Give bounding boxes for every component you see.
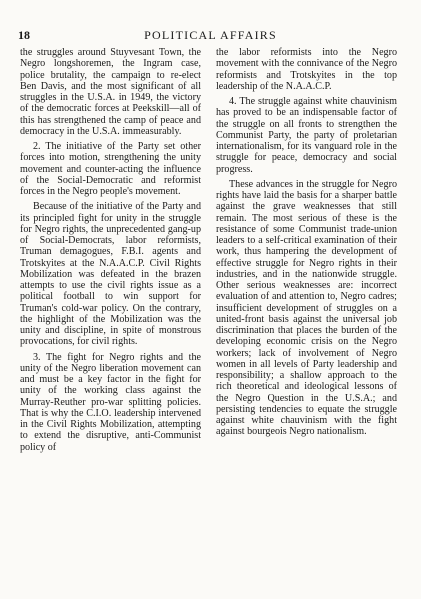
left-column bbox=[20, 47, 201, 453]
paragraph: the struggles around Stuyvesant Town, the Negro longshoremen, the Ingram case, police brutality, the campaign to re-elect Ben Davis, and the most significant of all struggles in the U.S.A. in 1949, the victory of the democratic forces at Peekskill—all of this has strengthened the camp of peace and democracy in the U.S.A. immeasurably. bbox=[20, 47, 201, 137]
paragraph: These advances in the struggle for Negro rights have laid the basis for a sharper battle against the grave weaknesses that still remain. The most serious of these is the resistance of some Communist trade-union leaders to a self-critical examination of their work, thus hampering the development of effective struggle for Negro rights in their industries, and in the nationwide struggle. Other serious weaknesses are: incorrect evaluation of and attention to, Negro cadres; insufficient development of struggles on a united-front basis against the universal job discrimination that places the burden of the developing economic crisis on the Negro workers; lack of involvement of Negro women in all levels of Party leadership and responsibility; a shallow approach to the rich theoretical and ideological lessons of the Negro Question in the U.S.A.; and persisting tendencies to equate the struggle against white chauvinism with the fight against bourgeois Negro nationalism. bbox=[216, 178, 397, 438]
running-title: POLITICAL AFFAIRS bbox=[144, 28, 277, 42]
paragraph: 4. The struggle against white chauvinism has proved to be an indispensable factor of the struggle on all fronts to strengthen the Communist Party, the party of proletarian internationalism, for its vanguard role in the struggle for peace, democracy and social progress. bbox=[216, 96, 397, 175]
paragraph: 3. The fight for Negro rights and the unity of the Negro liberation movement can and must be a key factor in the fight for unity of the working class against the Murray-Reuther pro-war splitting policies. That is why the C.I.O. leadership intervened in the Civil Rights Mobilization, attempting to extend the disruptive, anti-Communist policy of bbox=[20, 351, 201, 453]
page-number: 18 bbox=[18, 28, 30, 42]
paragraph: Because of the initiative of the Party and its principled fight for unity in the struggle for Negro rights, the unprecedented gang-up of Social-Democrats, labor reformists, Truman demagogues, F.B.I. agents and Trotskyites at the N.A.A.C.P. Civil Rights Mobilization was defeated in the brazen attempts to use the civil rights issue as a political football to win support for Truman's cold-war policy. On the contrary, the highlight of the Mobilization was the unity and discipline, in spite of monstrous provocations, for civil rights. bbox=[20, 201, 201, 348]
right-column bbox=[216, 47, 397, 438]
paragraph: 2. The initiative of the Party set other forces into motion, strengthening the unity movement and counter-acting the influence of the Social-Democratic and reformist forces in the Negro people's movement. bbox=[20, 141, 201, 197]
paragraph: the labor reformists into the Negro movement with the connivance of the Negro reformists and Trotskyites in the top leadership of the N.A.A.C.P. bbox=[216, 47, 397, 92]
